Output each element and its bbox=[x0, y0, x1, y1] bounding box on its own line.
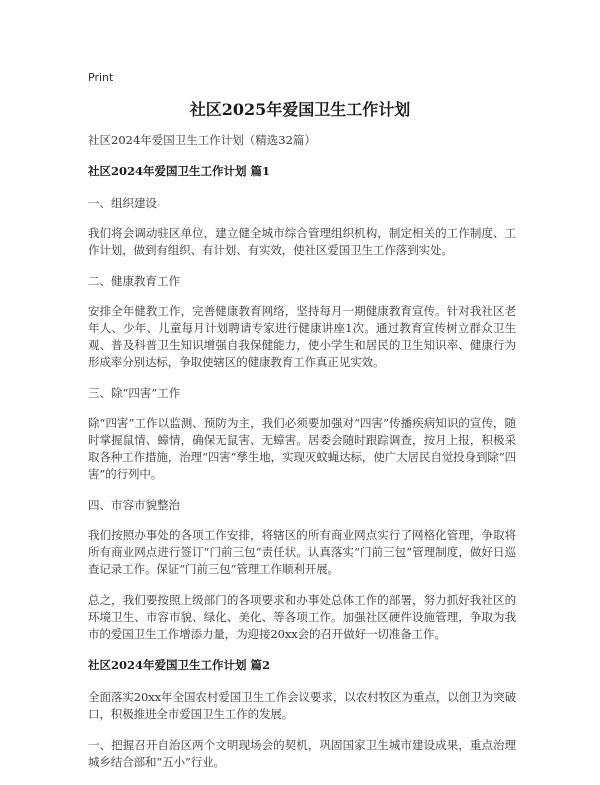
article-heading-1: 社区2024年爱国卫生工作计划 篇1 bbox=[88, 164, 271, 178]
document-subtitle: 社区2024年爱国卫生工作计划（精选32篇） bbox=[88, 133, 316, 147]
section-title-city-appearance: 四、市容市貌整治 bbox=[88, 498, 180, 512]
page-title: 社区2025年爱国卫生工作计划 bbox=[189, 100, 411, 119]
section-paragraph-four-pests: 除“四害”工作以监测、预防为主，我们必须要加强对“四害”传播疾病知识的宣传，随时掌握鼠情、蟑情，确保无鼠害、无蟑害。居委会随时跟踪调查，按月上报，积极采取各种工作措施，治理“四害”孳生地，实现灭蚊蝇达标，使广大居民自觉投身到除“四害”的行列中。 bbox=[88, 416, 516, 481]
section-paragraph-health-education: 安排全年健教工作，完善健康教育网络，坚持每月一期健康教育宣传。针对我社区老年人、少年、儿童每月计划聘请专家进行健康讲座1次。通过教育宣传树立群众卫生观、普及科普卫生知识增强自我保健能力，使小学生和居民的卫生知识率、健康行为形成率分别达标，争取使辖区的健康教育工作真正见实效。 bbox=[88, 304, 516, 369]
section-paragraph-organization: 我们将会调动驻区单位，建立健全城市综合管理组织机构，制定相关的工作制度、工作计划，做到有组织、有计划、有实效，使社区爱国卫生工作落到实处。 bbox=[88, 226, 516, 257]
section-title-four-pests: 三、除“四害”工作 bbox=[88, 386, 181, 400]
article2-item1-paragraph: 一、把握召开自治区两个文明现场会的契机，巩固国家卫生城市建设成果，重点治理城乡结合部和“五小”行业。 bbox=[88, 738, 516, 769]
section-title-organization: 一、组织建设 bbox=[88, 196, 157, 210]
section-title-health-education: 二、健康教育工作 bbox=[88, 274, 180, 288]
summary-paragraph: 总之，我们要按照上级部门的各项要求和办事处总体工作的部署，努力抓好我社区的环境卫生、市容市貌、绿化、美化、等各项工作。加强社区硬件设施管理，争取为我市的爱国卫生工作增添力量，为迎接20xx会的召开做好一切准备工作。 bbox=[88, 593, 516, 641]
print-link[interactable]: Print bbox=[88, 71, 114, 84]
article-heading-2: 社区2024年爱国卫生工作计划 篇2 bbox=[88, 658, 271, 672]
article2-intro-paragraph: 全面落实20xx年全国农村爱国卫生工作会议要求，以农村牧区为重点，以创卫为突破口，积极推进全市爱国卫生工作的发展。 bbox=[88, 690, 516, 721]
document-body bbox=[88, 132, 516, 785]
section-paragraph-city-appearance: 我们按照办事处的各项工作安排，将辖区的所有商业网点实行了网格化管理，争取将所有商业网点进行签订“门前三包”责任状。认真落实“门前三包”管理制度，做好日巡查记录工作。保证“门前三包”管理工作顺利开展。 bbox=[88, 528, 516, 576]
